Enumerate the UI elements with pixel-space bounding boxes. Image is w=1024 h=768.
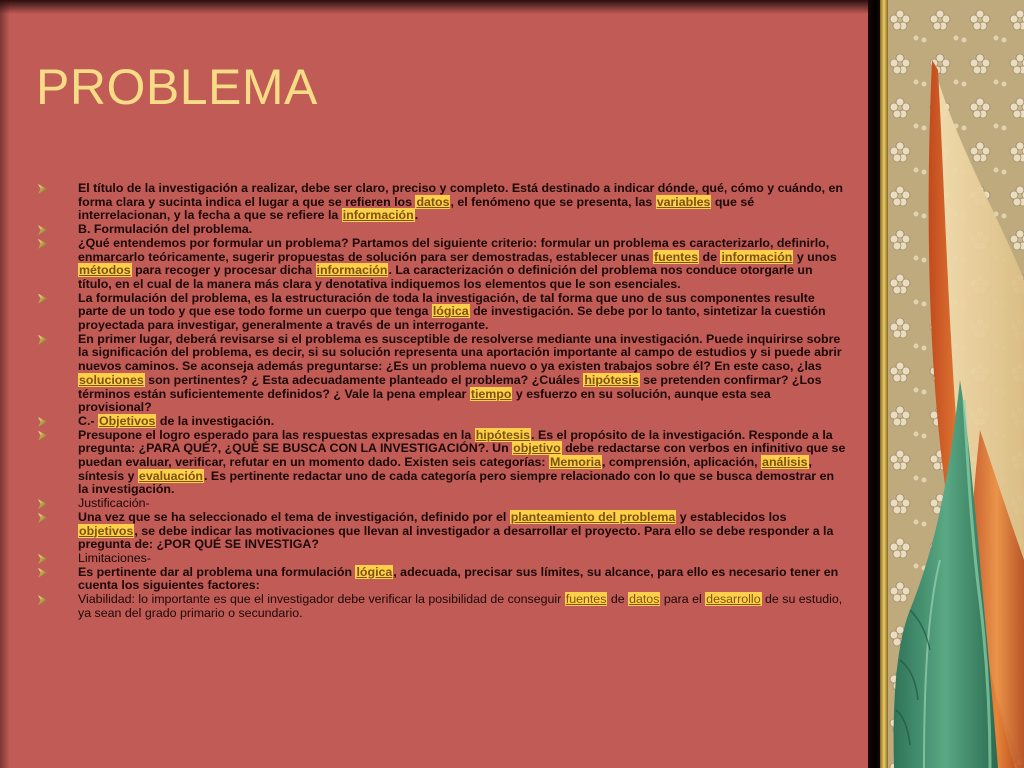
text-run: son pertinentes? ¿ Esta adecuadamente planteado el problema? ¿Cuáles (144, 372, 584, 387)
bullet-arrow-icon (38, 239, 47, 249)
text-run: para el (660, 592, 706, 607)
bullet-item (38, 429, 846, 498)
bullet-text (78, 593, 846, 620)
bullet-item (38, 566, 846, 593)
text-run: B. Formulación del problema. (78, 222, 253, 237)
hyperlink[interactable]: datos (629, 592, 660, 607)
text-run: . Es el propósito de la investigación. Responde a la pregunta: ¿PARA QUÉ?, ¿QUÉ SE BUSCA CON LA INVESTIGACIÓN?. Un (78, 427, 833, 456)
text-run: y establecidos los (676, 509, 787, 524)
bullet-text (78, 333, 846, 415)
hyperlink[interactable]: hipótesis (475, 427, 531, 442)
text-run: de (607, 592, 629, 607)
bullet-item (38, 182, 846, 223)
bullet-arrow-icon (38, 499, 47, 509)
bullet-item (38, 333, 846, 415)
text-run: , el fenómeno que se presenta, las (450, 194, 656, 209)
bullet-text (78, 223, 252, 237)
bullet-arrow-icon (38, 417, 47, 427)
bullet-text (78, 566, 846, 593)
hyperlink[interactable]: información (342, 208, 414, 223)
text-run: y unos (793, 249, 837, 264)
bullet-item (38, 593, 846, 620)
bullet-arrow-icon (38, 554, 47, 564)
text-run: . Es pertinente redactar uno de cada categoría pero siempre relacionado con lo que se busca demostrar en la investigación. (78, 468, 835, 497)
bullet-text (78, 429, 846, 498)
bullet-item (38, 237, 846, 292)
text-run: El título de la investigación a realizar, debe ser claro, preciso y completo. Está destinado a indicar dónde, qué, cómo y cuándo, en forma clara y sucinta indica el lugar a que se refieren los (78, 181, 843, 209)
hyperlink[interactable]: lógica (432, 304, 469, 319)
bullet-arrow-icon (38, 335, 47, 345)
bullet-arrow-icon (38, 568, 47, 578)
text-run: y esfuerzo en su solución, aunque esta sea provisional? (78, 386, 771, 415)
text-run: , se debe indicar las motivaciones que llevan al investigador a desarrollar el proyecto. Para ello se debe responder a la pregunta de: ¿POR QUÉ SE INVESTIGA? (78, 523, 834, 552)
hyperlink[interactable]: tiempo (470, 386, 512, 401)
hyperlink[interactable]: evaluación (138, 468, 203, 483)
bullet-item (38, 415, 846, 429)
text-run: La formulación del problema, es la estructuración de toda la investigación, de tal forma que uno de sus componentes resulte parte de un todo y que ese todo forme un cuerpo que tenga (78, 290, 815, 319)
text-run: ¿Qué entendemos por formular un problema? Partamos del siguiente criterio: formular un problema es caracterizarlo, definirlo, enmarcarlo teóricamente, sugerir propuestas de solución para ser demostradas, establecer unas (78, 235, 830, 264)
bullet-text (78, 237, 846, 292)
bullet-text (78, 511, 846, 552)
bullet-item (38, 511, 846, 552)
bullet-arrow-icon (38, 595, 47, 605)
text-run: de su estudio, ya sean del grado primario o secundario. (78, 592, 843, 620)
hyperlink[interactable]: Objetivos (98, 413, 156, 428)
text-run: Limitaciones- (78, 550, 151, 565)
top-shadow (0, 0, 880, 14)
bullet-text (78, 182, 846, 223)
hyperlink[interactable]: Memoria (550, 455, 601, 470)
hyperlink[interactable]: información (721, 249, 793, 264)
hyperlink[interactable]: análisis (762, 455, 808, 470)
text-run: C.- (78, 413, 98, 428)
bullet-text (78, 415, 274, 429)
bullet-list (38, 182, 846, 621)
text-run: , comprensión, aplicación, (601, 455, 762, 470)
text-run: Presupone el logro esperado para las respuestas expresadas en la (78, 427, 475, 442)
text-run: Viabilidad: lo importante es que el investigador debe verificar la posibilidad de conseguir (78, 592, 565, 607)
bullet-item (38, 292, 846, 333)
hyperlink[interactable]: planteamiento del problema (510, 509, 676, 524)
text-run: para recoger y procesar dicha (131, 263, 316, 278)
text-run: Justificación- (78, 496, 150, 511)
bullet-text (78, 552, 151, 566)
hyperlink[interactable]: hipótesis (584, 372, 639, 387)
text-run: , adecuada, precisar sus límites, su alcance, para ello es necesario tener en cuenta los siguientes factores: (78, 564, 839, 593)
text-run: debe redactarse con verbos en infinitivo que se puedan evaluar, verificar, refutar en un momento dado. Existen seis categorías: (78, 441, 846, 470)
bullet-text (78, 292, 846, 333)
bullet-text (78, 497, 150, 511)
text-run: de (699, 249, 721, 264)
bullet-item (38, 223, 846, 237)
hyperlink[interactable]: variables (656, 194, 711, 209)
hyperlink[interactable]: soluciones (79, 372, 144, 387)
bullet-arrow-icon (38, 513, 47, 523)
text-run: . (414, 208, 419, 223)
text-run: se pretenden confirmar? ¿Los términos están suficientemente definidos? ¿ Vale la pena emplear (78, 372, 822, 401)
text-run: Una vez que se ha seleccionado el tema de investigación, definido por el (78, 509, 510, 524)
decorative-floral-panel (880, 0, 1024, 768)
hyperlink[interactable]: métodos (79, 263, 131, 278)
bullet-arrow-icon (38, 225, 47, 235)
text-run: Es pertinente dar al problema una formulación (78, 564, 356, 579)
bullet-item (38, 497, 846, 511)
text-run: de la investigación. (156, 413, 275, 428)
text-run: , síntesis y (78, 455, 812, 483)
hyperlink[interactable]: fuentes (654, 249, 699, 264)
text-run: de investigación. Se debe por lo tanto, sintetizar la cuestión proyectada para investigar, generalmente a través de un interrogante. (78, 304, 826, 333)
bullet-arrow-icon (38, 431, 47, 441)
text-run: que sé interrelacionan, y la fecha a que se refiere la (78, 194, 755, 223)
slide-title: PROBLEMA (36, 59, 318, 115)
hyperlink[interactable]: objetivos (79, 523, 134, 538)
text-run: . La caracterización o definición del problema nos conduce otorgarle un título, en el cual de la manera más clara y denotativa indiquemos los elementos que le son esenciales. (78, 263, 813, 291)
left-shadow (0, 0, 10, 768)
hyperlink[interactable]: datos (416, 194, 450, 209)
hyperlink[interactable]: información (316, 263, 388, 278)
bullet-arrow-icon (38, 294, 47, 304)
hyperlink[interactable]: desarrollo (706, 592, 761, 607)
bullet-arrow-icon (38, 184, 47, 194)
bullet-item (38, 552, 846, 566)
hyperlink[interactable]: objetivo (513, 441, 561, 456)
hyperlink[interactable]: lógica (356, 564, 393, 579)
hyperlink[interactable]: fuentes (565, 592, 607, 607)
text-run: En primer lugar, deberá revisarse si el problema es susceptible de resolverse mediante una investigación. Puede inquirirse sobre la significación del problema, es decir, si su solución representa una aportación importante al campo de estudios y si puede abrir nuevos caminos. Se aconseja además preguntarse: ¿Es un problema nuevo o ya existen trabajos sobre él? En este caso, ¿las (78, 331, 842, 374)
